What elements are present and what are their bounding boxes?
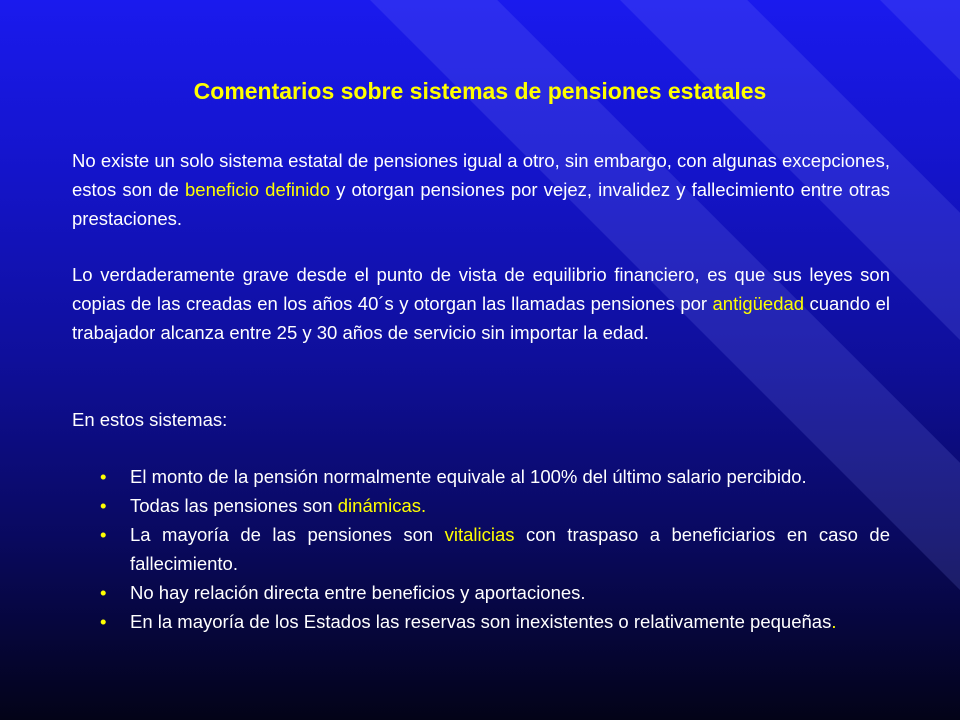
bullet-text: con traspaso a beneficiarios en caso de fallecimiento. bbox=[130, 524, 890, 574]
bullet-icon: • bbox=[100, 582, 107, 603]
bullet-text: El monto de la pensión normalmente equivale al 100% del último salario percibido. bbox=[130, 466, 807, 487]
highlight-text: dinámicas. bbox=[337, 495, 427, 516]
bullet-item bbox=[72, 462, 890, 491]
bullet-text: La mayoría de las pensiones son bbox=[130, 524, 445, 545]
paragraph-text: No existe un solo sistema estatal de pensiones igual a otro, sin embargo, con algunas excepciones, estos son de bbox=[72, 150, 890, 200]
bullet-item bbox=[72, 520, 890, 578]
bullet-icon: • bbox=[100, 524, 107, 545]
bullet-icon: • bbox=[100, 611, 107, 632]
highlight-text: vitalicias bbox=[444, 524, 515, 545]
bullet-list bbox=[72, 462, 890, 636]
highlight-text: beneficio definido bbox=[185, 179, 330, 200]
bullet-icon: • bbox=[100, 495, 107, 516]
highlight-text: . bbox=[831, 611, 837, 632]
bullet-item bbox=[72, 491, 890, 520]
paragraph-problem bbox=[72, 260, 890, 347]
paragraph-intro bbox=[72, 146, 890, 233]
bullet-item bbox=[72, 578, 890, 607]
paragraph-lead-in: En estos sistemas: bbox=[72, 409, 228, 430]
paragraph-text: y otorgan pensiones por vejez, invalidez y fallecimiento entre otras prestaciones. bbox=[72, 179, 890, 229]
paragraph-text: cuando el trabajador alcanza entre 25 y 30 años de servicio sin importar la edad. bbox=[72, 293, 890, 343]
bullet-text: Todas las pensiones son bbox=[130, 495, 338, 516]
paragraph-text: Lo verdaderamente grave desde el punto de vista de equilibrio financiero, es que sus leyes son copias de las creadas en los años 40´s y otorgan las llamadas pensiones por bbox=[72, 264, 890, 314]
bullet-text: No hay relación directa entre beneficios y aportaciones. bbox=[130, 582, 586, 603]
bullet-icon: • bbox=[100, 466, 107, 487]
bullet-text: En la mayoría de los Estados las reservas son inexistentes o relativamente pequeñas bbox=[130, 611, 832, 632]
highlight-text: antigüedad bbox=[712, 293, 805, 314]
bullet-item bbox=[72, 607, 890, 636]
slide-title: Comentarios sobre sistemas de pensiones estatales bbox=[193, 78, 767, 104]
